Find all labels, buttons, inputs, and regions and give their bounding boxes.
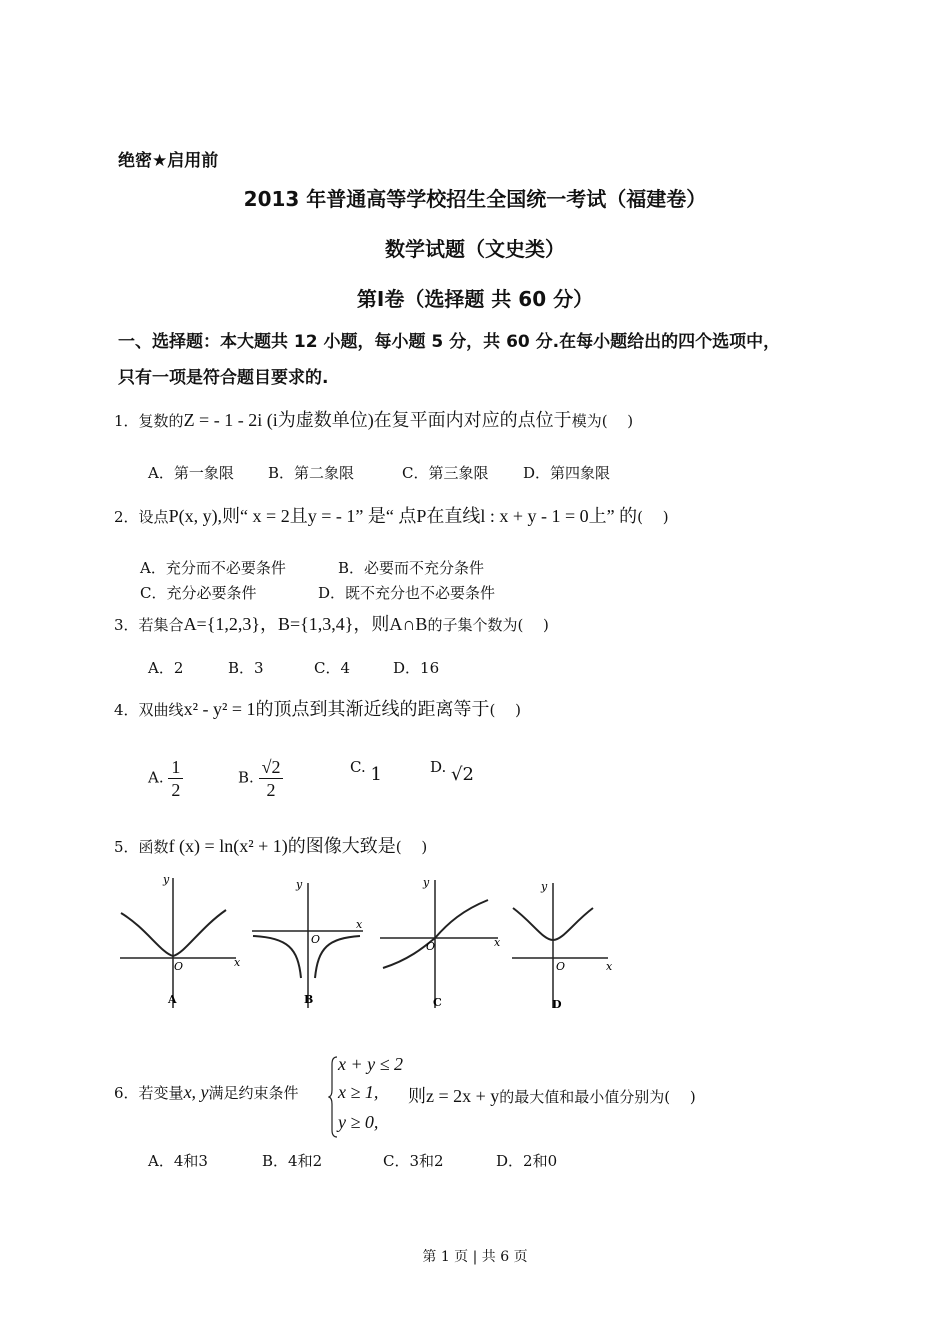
question-stem: 复数的 [138,412,184,430]
exam-title: 2013 年普通高等学校招生全国统一考试（福建卷） [243,187,707,211]
question-stem: 若集合 [138,616,184,634]
graph-option-c[interactable] [378,868,508,1013]
option-c[interactable]: C．4 [314,659,351,677]
option-c[interactable]: C．3和2 [383,1152,444,1170]
question-stem: 设点 [138,508,169,526]
question-1 [114,406,633,432]
y-label: y [423,876,430,889]
question-number: 2． [114,508,139,526]
question-number: 1． [114,412,139,430]
option-a[interactable]: A．第一象限 [148,464,234,482]
x-label: x [494,936,501,949]
question-stem-end: 模为( ) [571,412,634,430]
question-stem-end: 的子集个数为( ) [427,616,549,634]
question-stem-end: 的最大值和最小值分别为( ) [499,1088,696,1106]
question-math: x, y [183,1082,209,1102]
section-instructions-1: 一、选择题：本大题共 12 小题，每小题 5 分，共 60 分.在每小题给出的四个选项中， [118,332,781,352]
option-label: B. [238,768,254,787]
objective-math: 则z = 2x + y [408,1086,500,1106]
option-b[interactable]: B．第二象限 [268,464,355,482]
origin-label: O [556,960,566,973]
question-stem: 双曲线 [138,701,184,719]
option-c[interactable] [350,756,382,785]
page-footer: 第 1 页 | 共 6 页 [422,1249,528,1265]
question-4 [114,695,521,721]
question-2 [114,502,669,528]
option-value: 1 [370,764,382,785]
confidential-label: 绝密★启用前 [118,151,219,171]
x-label: x [606,960,613,973]
option-d[interactable] [430,756,474,785]
question-math: Z = - 1 - 2i (i为虚数单位)在复平面内对应的点位于 [183,410,572,430]
question-math: x² - y² = 1的顶点到其渐近线的距离等于 [183,699,490,719]
option-a[interactable]: A．4和3 [148,1152,208,1170]
question-stem: 若变量 [138,1084,184,1102]
y-label: y [541,880,548,893]
denominator: 2 [171,780,181,800]
option-c[interactable]: C．第三象限 [402,464,489,482]
option-b[interactable]: B．3 [228,659,264,677]
option-a[interactable] [148,756,183,801]
question-number: 4． [114,701,139,719]
option-value: √2 [451,764,474,785]
question-5 [114,832,427,858]
fraction [259,756,284,801]
option-d[interactable]: D．既不充分也不必要条件 [318,584,496,602]
option-b[interactable]: B．必要而不充分条件 [338,559,485,577]
graph-option-d[interactable] [508,868,618,1013]
question-6 [114,1082,299,1103]
graph-label: C [433,996,442,1009]
question-number: 6． [114,1084,139,1102]
question-math: A={1,2,3}，B={1,3,4}，则A∩B [183,614,428,634]
y-label: y [296,878,303,891]
question-stem-end: ( ) [637,508,669,526]
option-label: D. [430,758,447,776]
origin-label: O [311,933,321,946]
question-3 [114,610,549,636]
part-heading: 第Ⅰ卷（选择题 共 60 分） [356,287,594,311]
question-stem-mid: 满足约束条件 [208,1084,299,1102]
brace-icon [328,1056,338,1138]
graph-option-a[interactable] [116,868,246,1013]
question-stem-end: ( ) [395,838,428,856]
x-label: x [356,918,363,931]
x-label: x [234,956,241,969]
question-math: f (x) = ln(x² + 1)的图像大致是 [168,836,396,856]
curve [253,936,360,978]
section-instructions-2: 只有一项是符合题目要求的. [118,368,329,388]
graph-label: A [168,993,177,1006]
fraction [168,756,183,801]
option-d[interactable]: D．2和0 [496,1152,558,1170]
question-math: P(x, y),则“ x = 2且y = - 1” 是“ 点P在直线l : x + y - 1 = 0上” 的 [168,506,638,526]
question-6-objective [408,1082,696,1108]
origin-label: O [426,940,436,953]
constraint-2: x ≥ 1, [338,1082,379,1102]
graph-label: D [552,998,562,1011]
option-label: A. [148,768,164,787]
question-number: 3． [114,616,139,634]
option-a[interactable]: A．2 [148,659,184,677]
option-label: C. [350,758,366,776]
option-b[interactable]: B．4和2 [262,1152,323,1170]
question-stem-end: ( ) [489,701,521,719]
option-d[interactable]: D．第四象限 [523,464,611,482]
y-label: y [163,873,170,886]
option-c[interactable]: C．充分必要条件 [140,584,257,602]
graph-option-b[interactable] [248,868,378,1013]
question-stem: 函数 [138,838,169,856]
option-a[interactable]: A．充分而不必要条件 [140,559,286,577]
option-b[interactable] [238,756,283,801]
exam-subtitle: 数学试题（文史类） [385,237,565,261]
graph-label: B [304,993,314,1006]
numerator: √2 [259,756,284,779]
constraint-1: x + y ≤ 2 [338,1054,404,1074]
option-d[interactable]: D．16 [393,659,440,677]
question-number: 5． [114,838,139,856]
numerator: 1 [168,756,183,779]
constraint-3: y ≥ 0, [338,1112,379,1132]
denominator: 2 [266,780,276,800]
origin-label: O [174,960,184,973]
